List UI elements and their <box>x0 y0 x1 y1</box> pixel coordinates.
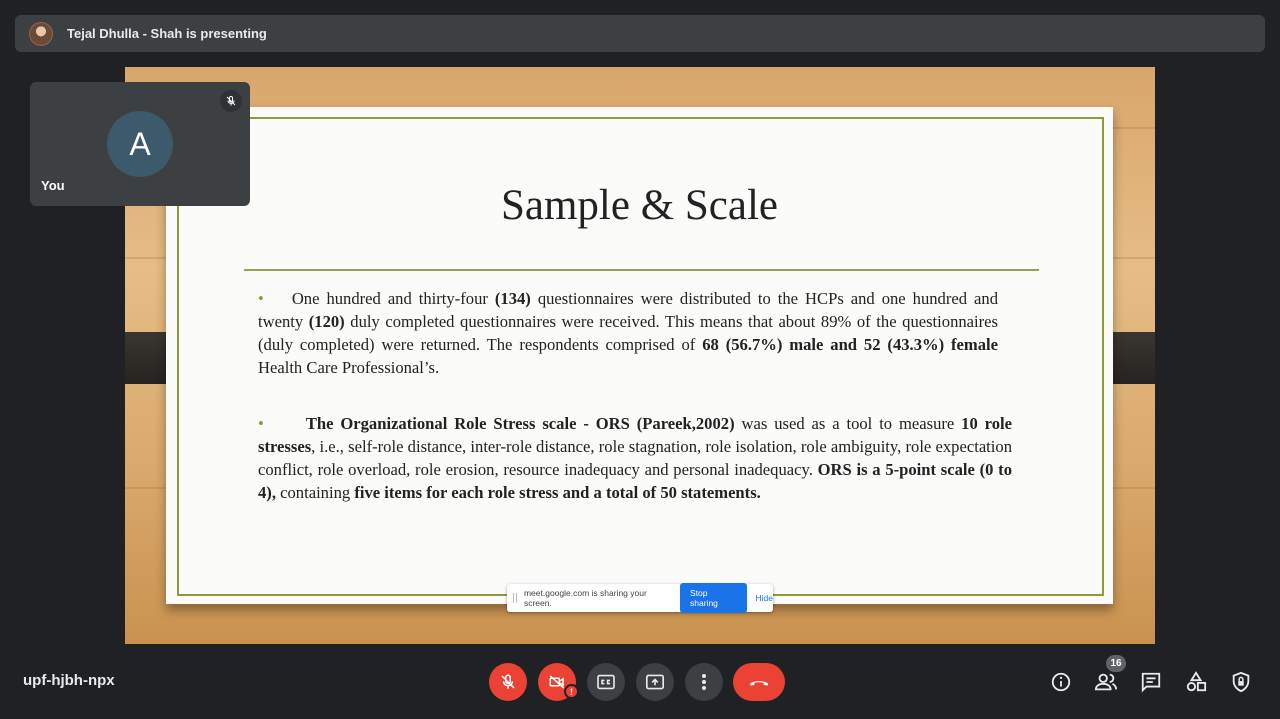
hangup-icon <box>748 677 770 687</box>
mic-toggle-button[interactable] <box>489 663 527 701</box>
people-icon <box>1094 671 1118 693</box>
screen-share-banner <box>507 584 773 612</box>
slide-title: Sample & Scale <box>500 182 779 229</box>
present-icon <box>645 673 665 691</box>
meeting-details-button[interactable] <box>1048 669 1074 695</box>
stop-sharing-button[interactable]: Stop sharing <box>680 583 746 613</box>
host-controls-icon <box>1230 671 1252 693</box>
more-icon <box>701 673 707 691</box>
info-icon <box>1050 671 1072 693</box>
bullet-text: duly completed questionnaires were received. This means that about 89% of the questionnaires (duly completed) were returned. The respondents comprised of <box>258 312 998 354</box>
activities-icon <box>1185 671 1207 693</box>
bullet-bold: ORS is a 5-point scale (0 to 4), <box>258 460 1012 502</box>
mic-off-icon <box>220 90 242 112</box>
shared-screen <box>125 67 1155 644</box>
more-options-button[interactable] <box>685 663 723 701</box>
bullet-bold: five items for each role stress and a total of 50 statements. <box>354 483 761 502</box>
captions-icon <box>596 674 616 690</box>
bullet-text: , i.e., self-role distance, inter-role distance, role stagnation, role isolation, role ambiguity, role expectation conflict, role overload, role erosion, resource inadequacy and personal inadequacy. <box>258 437 1012 479</box>
presenter-avatar <box>29 22 53 46</box>
bullet-text: questionnaires were distributed to the HCPs and one hundred and twenty <box>258 289 998 331</box>
share-banner-text: meet.google.com is sharing your screen. <box>523 588 647 608</box>
mic-off-icon <box>499 673 517 691</box>
bullet-text: One hundred and thirty-four <box>291 289 495 308</box>
activities-button[interactable] <box>1183 669 1209 695</box>
bullet-text: was used as a tool to measure <box>734 414 962 433</box>
drag-handle[interactable] <box>513 593 517 603</box>
host-controls-button[interactable] <box>1228 669 1254 695</box>
chat-icon <box>1140 671 1162 693</box>
leave-call-button[interactable] <box>733 663 785 701</box>
bullet-bold: 68 (56.7%) male and 52 (43.3%) female <box>702 335 998 354</box>
bullet-sample <box>258 287 998 379</box>
present-button[interactable] <box>636 663 674 701</box>
slide-divider <box>244 269 1039 271</box>
captions-button[interactable] <box>587 663 625 701</box>
presentation-slide <box>166 107 1113 604</box>
bullet-bold: 10 role stresses <box>258 414 1012 456</box>
bullet-marker: • <box>258 414 264 433</box>
participant-count-badge: 16 <box>1106 655 1126 672</box>
people-button[interactable] <box>1093 669 1119 695</box>
avatar: A <box>107 111 173 177</box>
bullet-text: Health Care Professional’s. <box>258 358 440 377</box>
meeting-code: upf-hjbh-npx <box>23 672 115 689</box>
presenter-bar <box>15 15 1265 52</box>
self-video-tile[interactable] <box>30 82 250 206</box>
camera-toggle-button[interactable] <box>538 663 576 701</box>
camera-alert-badge: ! <box>564 684 579 699</box>
chat-button[interactable] <box>1138 669 1164 695</box>
hide-banner-button[interactable]: Hide <box>755 593 773 603</box>
bullet-marker: • <box>258 289 264 308</box>
bullet-bold: (120) <box>308 312 345 331</box>
presenter-label: Tejal Dhulla - Shah is presenting <box>67 26 267 41</box>
bullet-bold: (134) <box>494 289 531 308</box>
bullet-bold: The Organizational Role Stress scale - ORS (Pareek,2002) <box>305 414 735 433</box>
bullet-text: containing <box>275 483 355 502</box>
self-label: You <box>41 178 65 193</box>
bullet-scale <box>258 412 1012 504</box>
